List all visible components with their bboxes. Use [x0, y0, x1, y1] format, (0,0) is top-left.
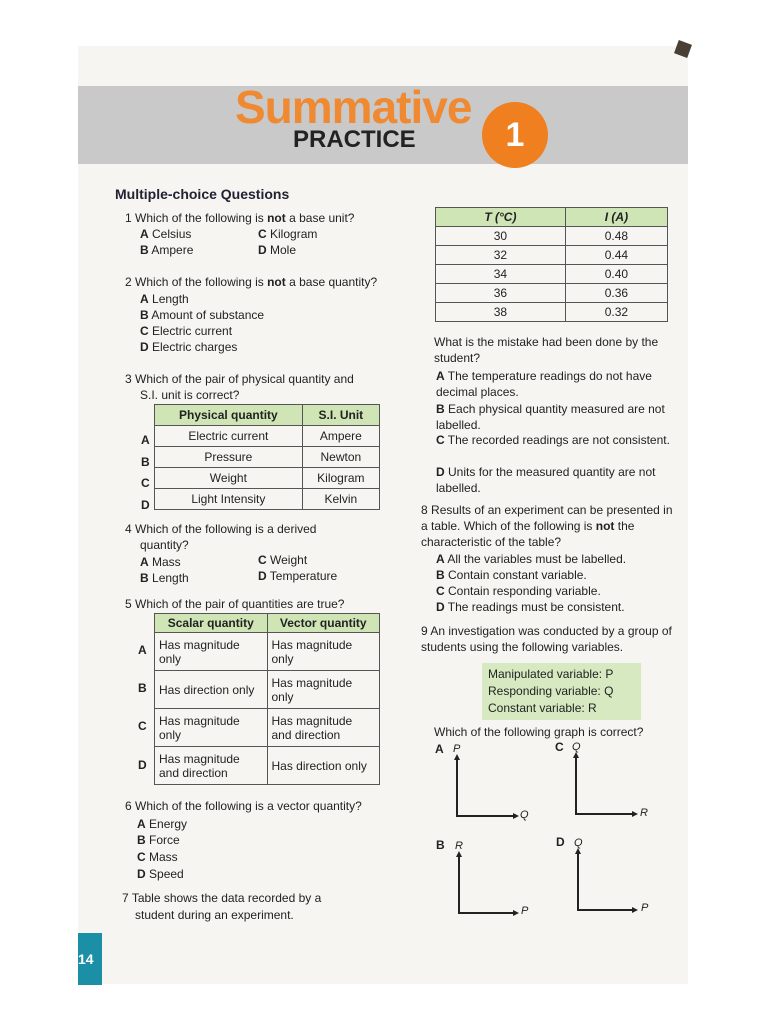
graph-y-label: R [455, 840, 463, 852]
arrow-up-icon [575, 848, 581, 854]
graph-y-axis [458, 857, 460, 913]
question-3-cont: S.I. unit is correct? [140, 388, 240, 402]
page-number: 14 [78, 933, 102, 985]
q1-option[interactable]: C Kilogram [258, 227, 318, 241]
graph-x-label: P [521, 905, 529, 917]
q2-option[interactable]: B Amount of substance [140, 308, 265, 322]
graph-option-b[interactable]: B [436, 838, 445, 852]
variable-line: Responding variable: Q [488, 684, 614, 698]
q2-option[interactable]: A Length [140, 292, 189, 306]
question-4: 4 Which of the following is a derived [125, 522, 317, 536]
table-row: 36 0.36 [436, 284, 668, 303]
variable-line: Constant variable: R [488, 701, 597, 715]
graph-y-axis [575, 758, 577, 814]
table-row: Weight Kilogram [155, 468, 380, 489]
q2-option[interactable]: C Electric current [140, 324, 233, 338]
graph-option-a[interactable]: A [435, 742, 444, 756]
q7-table [435, 207, 668, 322]
q1-option[interactable]: B Ampere [140, 243, 194, 257]
question-6: 6 Which of the following is a vector quantity? [125, 799, 362, 813]
table-row: 34 0.40 [436, 265, 668, 284]
q5-table [154, 613, 380, 785]
page-subtitle: PRACTICE [293, 126, 416, 153]
q3-table-wrap [138, 404, 364, 510]
row-letter[interactable]: C [141, 476, 150, 490]
q7-question: What is the mistake had been done by the student? [434, 335, 659, 365]
graph-y-label: Q [572, 741, 581, 753]
q6-option[interactable]: B Force [137, 833, 180, 847]
table-header: Vector quantity [267, 614, 380, 633]
table-row: Pressure Newton [155, 447, 380, 468]
q8-option[interactable]: B Contain constant variable. [436, 568, 587, 582]
arrow-up-icon [573, 752, 579, 758]
q6-option[interactable]: D Speed [137, 867, 184, 881]
question-7: 7 Table shows the data recorded by a [122, 891, 322, 905]
q3-table [154, 404, 380, 510]
table-row: Has direction only Has magnitude only [155, 671, 380, 709]
arrow-right-icon [632, 907, 638, 913]
row-letter[interactable]: D [141, 498, 150, 512]
table-row: Light Intensity Kelvin [155, 489, 380, 510]
practice-number-badge: 1 [482, 102, 548, 168]
q4-option[interactable]: D Temperature [258, 569, 338, 583]
row-letter[interactable]: A [141, 433, 150, 447]
question-5: 5 Which of the pair of quantities are true? [125, 597, 345, 611]
table-header: Scalar quantity [155, 614, 268, 633]
table-row: Has magnitude and direction Has direction only [155, 747, 380, 785]
graph-x-axis [456, 815, 514, 817]
q8-option[interactable]: A All the variables must be labelled. [436, 552, 627, 566]
q1-option[interactable]: A Celsius [140, 227, 192, 241]
graph-x-label: R [640, 807, 648, 819]
q6-option[interactable]: A Energy [137, 817, 188, 831]
table-header: S.I. Unit [302, 405, 379, 426]
question-7-cont: student during an experiment. [135, 908, 294, 922]
graph-x-label: Q [520, 809, 529, 821]
graph-option-d[interactable]: D [556, 835, 565, 849]
table-row: 30 0.48 [436, 227, 668, 246]
q1-option[interactable]: D Mole [258, 243, 297, 257]
q7-option[interactable]: B Each physical quantity measured are not labelled. [436, 402, 665, 432]
question-4-cont: quantity? [140, 538, 189, 552]
section-title: Multiple-choice Questions [115, 186, 290, 202]
table-header: Physical quantity [155, 405, 303, 426]
q8-option[interactable]: C Contain responding variable. [436, 584, 601, 598]
graph-x-axis [577, 909, 633, 911]
table-row: 38 0.32 [436, 303, 668, 322]
question-3: 3 Which of the pair of physical quantity and [125, 372, 354, 386]
graph-x-axis [575, 813, 633, 815]
q7-option[interactable]: C The recorded readings are not consistent. [436, 433, 670, 447]
graph-y-axis [456, 760, 458, 816]
row-letter[interactable]: A [138, 643, 147, 657]
variables-box [482, 663, 641, 720]
graph-x-axis [458, 912, 514, 914]
graph-y-label: P [453, 743, 461, 755]
question-text: Which of the following is not a base unit? [135, 211, 355, 225]
q2-option[interactable]: D Electric charges [140, 340, 238, 354]
question-1 [125, 210, 395, 226]
graph-y-label: Q [574, 837, 583, 849]
row-letter[interactable]: D [138, 758, 147, 772]
arrow-right-icon [632, 811, 638, 817]
question-9: 9 An investigation was conducted by a group of students using the following variables. [421, 624, 672, 654]
arrow-right-icon [513, 813, 519, 819]
arrow-right-icon [513, 910, 519, 916]
question-number: 1 [125, 211, 132, 225]
q8-option[interactable]: D The readings must be consistent. [436, 600, 625, 614]
arrow-up-icon [456, 851, 462, 857]
q4-option[interactable]: C Weight [258, 553, 308, 567]
q4-option[interactable]: B Length [140, 571, 189, 585]
row-letter[interactable]: C [138, 719, 147, 733]
q7-option[interactable]: D Units for the measured quantity are not labelled. [436, 465, 656, 495]
graph-option-c[interactable]: C [555, 740, 564, 754]
q6-option[interactable]: C Mass [137, 850, 178, 864]
page-title: Summative [235, 81, 472, 133]
question-2: 2 Which of the following is not a base quantity? [125, 275, 378, 289]
table-row: 32 0.44 [436, 246, 668, 265]
arrow-up-icon [454, 754, 460, 760]
table-row: Has magnitude only Has magnitude only [155, 633, 380, 671]
table-row: Electric current Ampere [155, 426, 380, 447]
row-letter[interactable]: B [138, 681, 147, 695]
table-header: I (A) [565, 208, 667, 227]
q9-question: Which of the following graph is correct? [434, 725, 644, 739]
variable-line: Manipulated variable: P [488, 667, 614, 681]
q4-option[interactable]: A Mass [140, 555, 181, 569]
q7-option[interactable]: A The temperature readings do not have decimal places. [436, 369, 652, 399]
table-row: Has magnitude only Has magnitude and direction [155, 709, 380, 747]
row-letter[interactable]: B [141, 455, 150, 469]
graph-y-axis [577, 854, 579, 910]
question-8: 8 Results of an experiment can be presented in a table. Which of the following is not the characteristic of the table? [421, 503, 673, 549]
table-header: T (°C) [436, 208, 566, 227]
graph-x-label: P [641, 902, 649, 914]
